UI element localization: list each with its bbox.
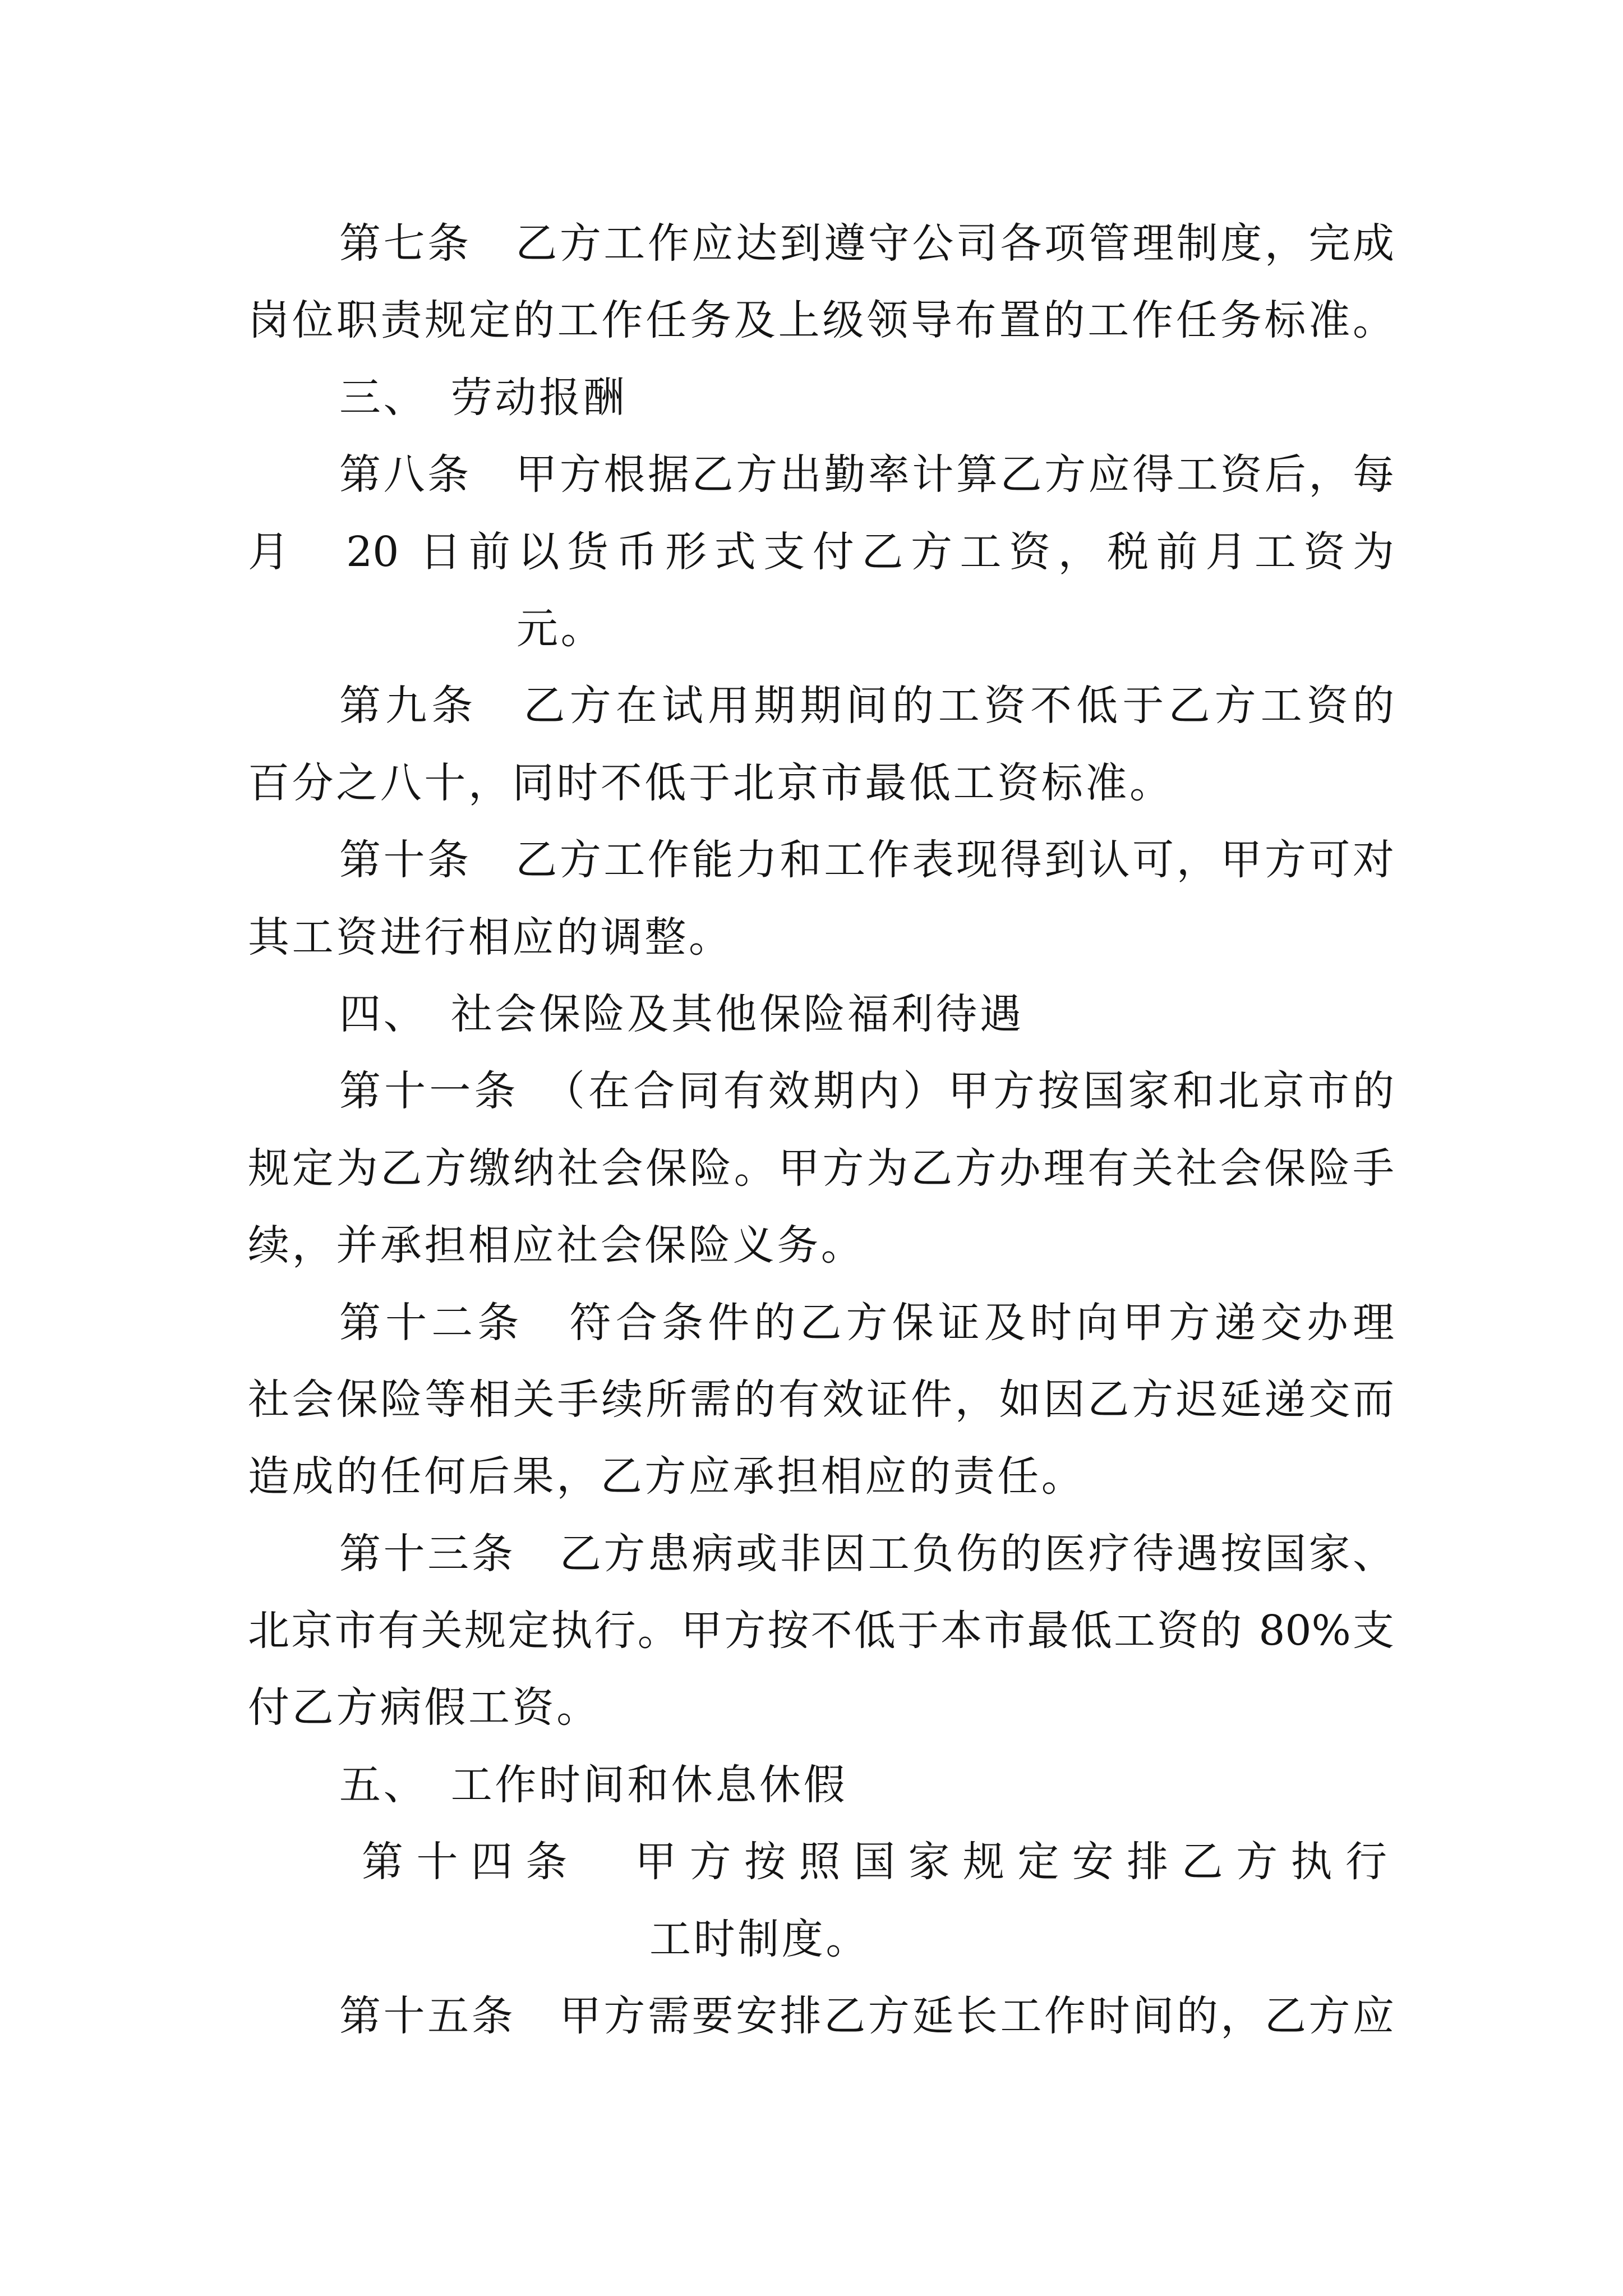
section-4-heading: 四、 社会保险及其他保险福利待遇 — [339, 990, 1024, 1038]
article-8-line-1: 第八条 甲方根据乙方出勤率计算乙方应得工资后，每 — [339, 450, 1394, 499]
article-9-line-2: 百分之八十，同时不低于北京市最低工资标准。 — [248, 759, 1174, 807]
article-11-line-2: 规定为乙方缴纳社会保险。甲方为乙方办理有关社会保险手 — [248, 1144, 1394, 1193]
article-15-line-1: 第十五条 甲方需要安排乙方延长工作时间的，乙方应 — [339, 1992, 1394, 2040]
section-5-heading: 五、 工作时间和休息休假 — [339, 1761, 848, 1809]
article-12-line-2: 社会保险等相关手续所需的有效证件，如因乙方迟延递交而 — [248, 1375, 1394, 1424]
article-13-line-3: 付乙方病假工资。 — [248, 1683, 601, 1732]
article-10-line-2: 其工资进行相应的调整。 — [248, 913, 733, 961]
article-14-line-2: 工时制度。 — [649, 1915, 870, 1963]
article-13-line-2: 北京市有关规定执行。甲方按不低于本市最低工资的 80%支 — [248, 1607, 1394, 1655]
article-7-line-1: 第七条 乙方工作应达到遵守公司各项管理制度，完成 — [339, 219, 1394, 268]
article-10-line-1: 第十条 乙方工作能力和工作表现得到认可，甲方可对 — [339, 836, 1394, 884]
article-8-line-2: 月 20 日前以货币形式支付乙方工资，税前月工资为 — [248, 528, 1394, 576]
article-12-line-3: 造成的任何后果，乙方应承担相应的责任。 — [248, 1452, 1086, 1501]
article-7-line-2: 岗位职责规定的工作任务及上级领导布置的工作任务标准。 — [248, 296, 1394, 344]
article-8-line-3: 元。 — [517, 605, 605, 653]
article-12-line-1: 第十二条 符合条件的乙方保证及时向甲方递交办理 — [339, 1299, 1394, 1347]
section-3-heading: 三、 劳动报酬 — [339, 374, 628, 422]
article-11-line-3: 续，并承担相应社会保险义务。 — [248, 1221, 865, 1269]
article-14-line-1: 第十四条 甲方按照国家规定安排乙方执行 — [362, 1838, 1387, 1886]
article-11-line-1: 第十一条 （在合同有效期内）甲方按国家和北京市的 — [339, 1067, 1394, 1115]
article-9-line-1: 第九条 乙方在试用期期间的工资不低于乙方工资的 — [339, 682, 1394, 730]
article-13-line-1: 第十三条 乙方患病或非因工负伤的医疗待遇按国家、 — [339, 1530, 1394, 1578]
